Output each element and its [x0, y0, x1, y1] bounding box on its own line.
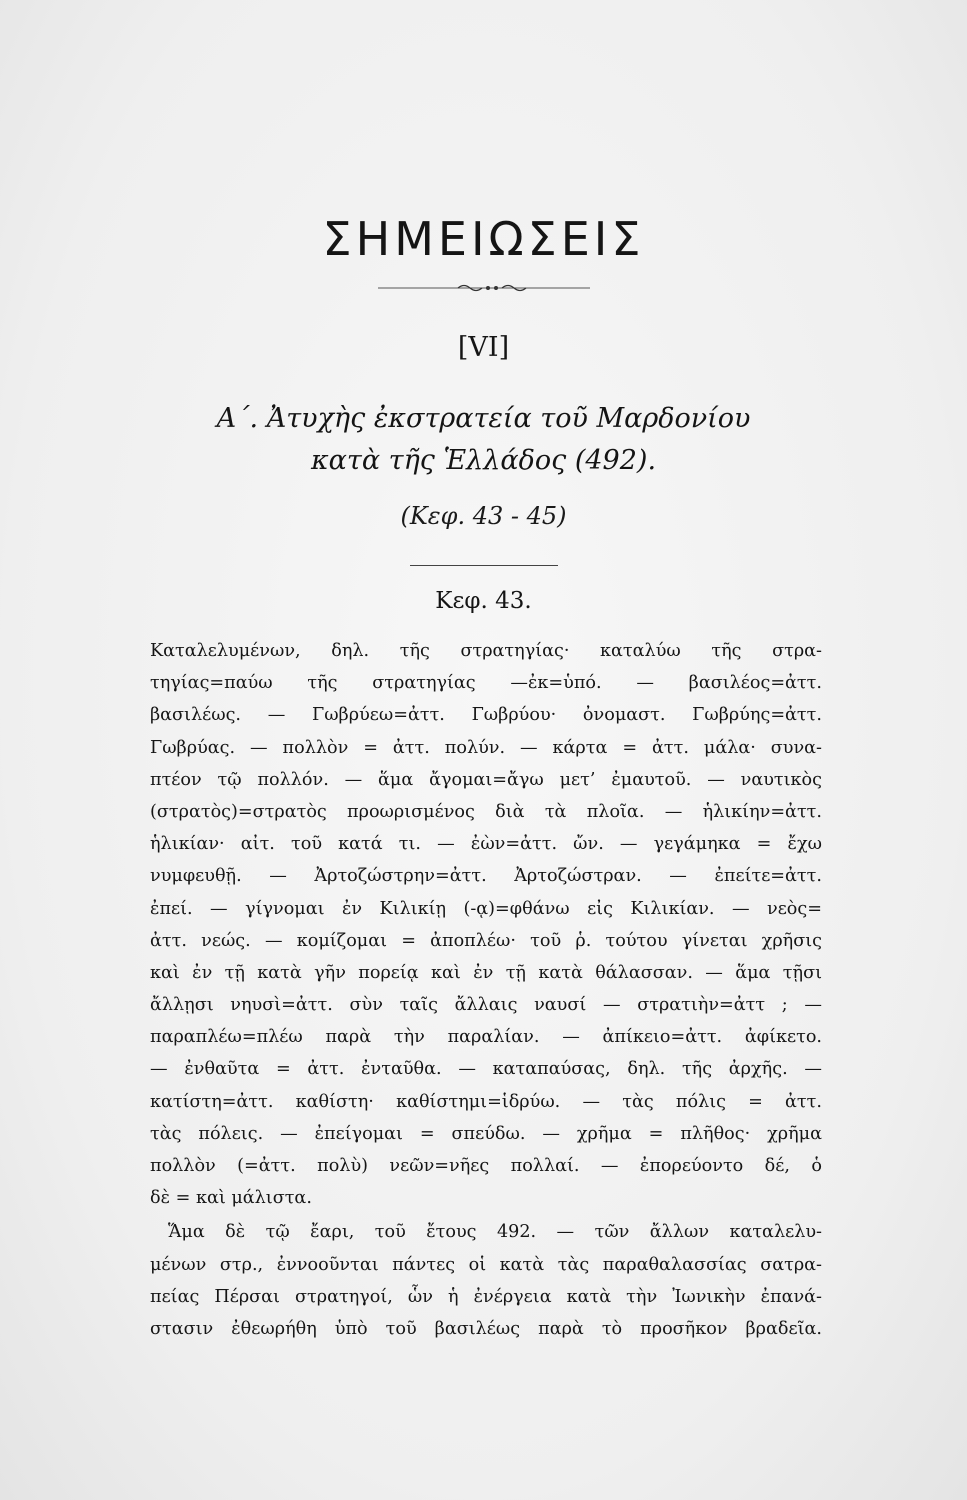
section-title-line-1: Α΄. Ἀτυχὴς ἐκστρατεία τοῦ Μαρδονίου — [216, 403, 751, 434]
text-line: Γωβρύας. — πολλὸν = ἀττ. πολύν. — κάρτα = ἀττ. μάλα· συνα- — [150, 737, 822, 758]
text-line: ἄλλῃσι νηυσὶ=ἀττ. σὺν ταῖς ἄλλαις ναυσί — στρατιὴν=ἀττ ; — — [150, 995, 822, 1016]
text-line: νυμφευθῇ. — Ἀρτοζώστρην=ἀττ. Ἀρτοζώστραν. — ἐπείτε=ἀττ. — [150, 866, 822, 887]
text-line: παραπλέω=πλέω παρὰ τὴν παραλίαν. — ἀπίκειο=ἀττ. ἀφίκετο. — [150, 1027, 822, 1048]
notes-paragraph-2 — [150, 1216, 822, 1345]
chapter-number: [VI] — [457, 332, 510, 363]
running-title: ΣΗΜΕΙΩΣΕΙΣ — [322, 212, 645, 266]
text-line: κατίστη=ἀττ. καθίστη· καθίστημι=ἱδρύω. — τὰς πόλις = ἀττ. — [150, 1091, 822, 1112]
text-line: ἡλικίαν· αἰτ. τοῦ κατά τι. — ἐὼν=ἀττ. ὤν. — γεγάμηκα = ἔχω — [150, 834, 822, 855]
ornament-divider — [378, 282, 590, 294]
text-line: καὶ ἐν τῇ κατὰ γῆν πορείᾳ καὶ ἐν τῇ κατὰ θάλασσαν. — ἅμα τῇσι — [150, 962, 822, 983]
text-line: — ἐνθαῦτα = ἀττ. ἐνταῦθα. — καταπαύσας, δηλ. τῆς ἀρχῆς. — — [150, 1059, 822, 1080]
section-title — [0, 398, 967, 482]
text-line: Ἅμα δὲ τῷ ἔαρι, τοῦ ἔτους 492. — τῶν ἄλλων καταλελυ- — [168, 1222, 822, 1243]
chapter-range: (Κεφ. 43 - 45) — [400, 502, 567, 530]
section-title-line-2: κατὰ τῆς Ἑλλάδος (492). — [310, 445, 657, 476]
text-line: πείας Πέρσαι στρατηγοί, ὧν ἡ ἐνέργεια κατὰ τὴν Ἰωνικὴν ἐπανά- — [150, 1286, 822, 1307]
notes-body — [150, 635, 822, 1345]
text-line: τὰς πόλεις. — ἐπείγομαι = σπεύδω. — χρῆμα = πλῆθος· χρῆμα — [150, 1123, 822, 1144]
text-line: τηγίας=παύω τῆς στρατηγίας —ἐκ=ὑπό. — βασιλέος=ἀττ. — [150, 673, 822, 694]
text-line: Καταλελυμένων, δηλ. τῆς στρατηγίας· καταλύω τῆς στρα- — [150, 641, 822, 661]
text-line: δὲ = καὶ μάλιστα. — [150, 1188, 312, 1209]
text-line: μένων στρ., ἐννοοῦνται πάντες οἱ κατὰ τὰς παραθαλασσίας σατρα- — [150, 1254, 822, 1275]
horizontal-rule — [410, 565, 558, 566]
text-line: (στρατὸς)=στρατὸς προωρισμένος διὰ τὰ πλοῖα. — ἡλικίην=ἀττ. — [150, 801, 822, 822]
text-line: ἀττ. νεώς. — κομίζομαι = ἀποπλέω· τοῦ ῥ. τούτου γίνεται χρῆσις — [150, 930, 822, 951]
notes-paragraph-1 — [150, 635, 822, 1214]
text-line: ἐπεί. — γίγνομαι ἐν Κιλικίῃ (-ᾳ)=φθάνω εἰς Κιλικίαν. — νεὸς= — [150, 898, 822, 919]
text-line: πολλὸν (=ἀττ. πολὺ) νεῶν=νῆες πολλαί. — ἐπορεύοντο δέ, ὁ — [150, 1156, 822, 1176]
text-line: στασιν ἐθεωρήθη ὑπὸ τοῦ βασιλέως παρὰ τὸ προσῆκον βραδεῖα. — [150, 1318, 822, 1339]
chapter-heading: Κεφ. 43. — [435, 588, 532, 614]
text-line: πτέον τῷ πολλόν. — ἅμα ἄγομαι=ἄγω μετ’ ἐμαυτοῦ. — ναυτικὸς — [150, 769, 822, 790]
text-line: βασιλέως. — Γωβρύεω=ἀττ. Γωβρύου· ὀνομαστ. Γωβρύης=ἀττ. — [150, 705, 822, 726]
